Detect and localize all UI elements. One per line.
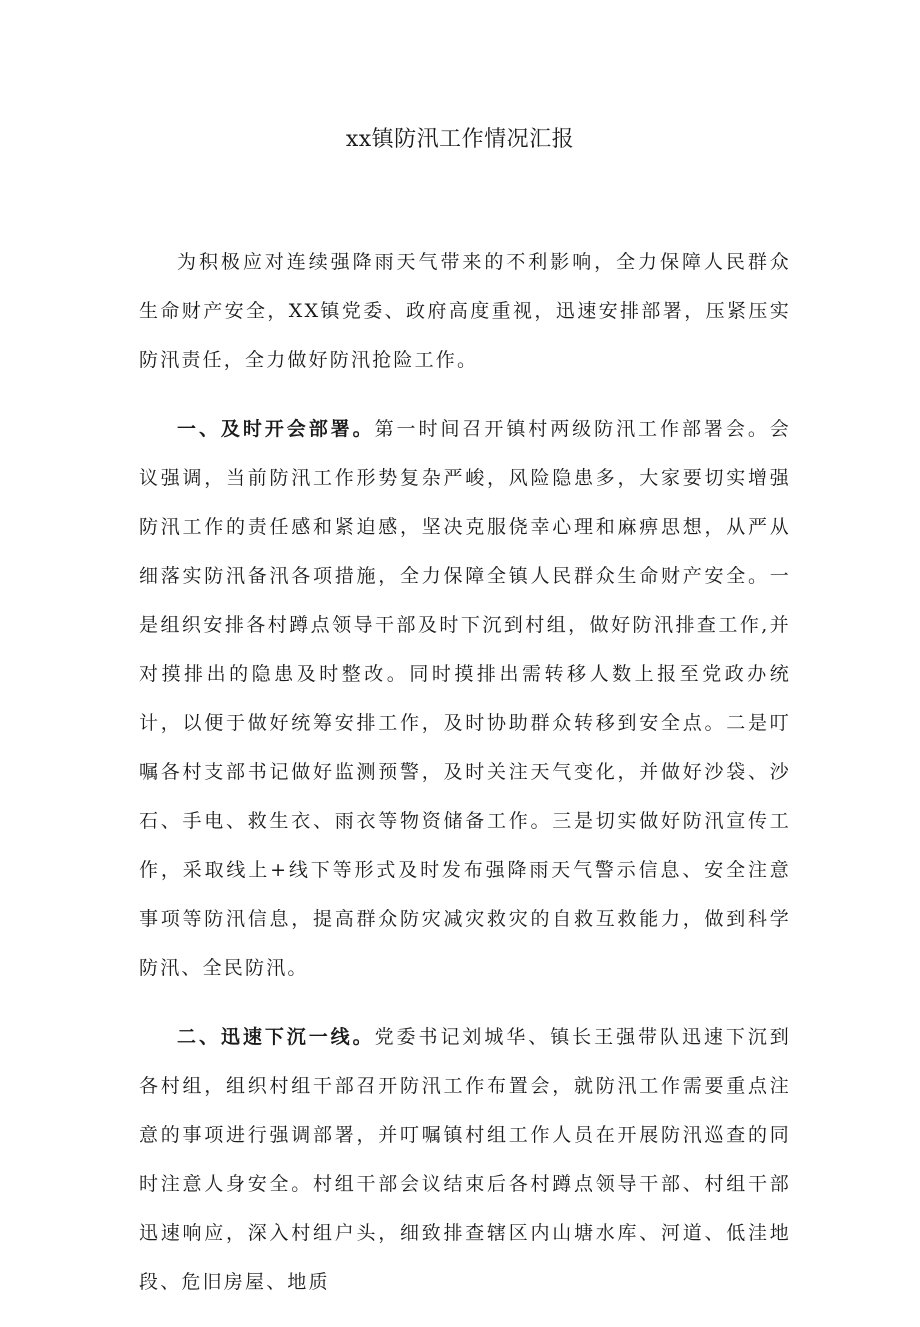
- paragraph-text: 党委书记刘城华、镇长王强带队迅速下沉到各村组，组织村组干部召开防汛工作布置会，就防汛工作需要重点注意的事项进行强调部署，并叮嘱镇村组工作人员在开展防汛巡查的同时注意人身安全。村组干部会议结束后各村蹲点领导干部、村组干部迅速响应，深入村组户头，细致排查辖区内山塘水库、河道、低洼地段、危旧房屋、地质: [139, 1026, 791, 1293]
- paragraph-text: 第一时间召开镇村两级防汛工作部署会。会议强调，当前防汛工作形势复杂严峻，风险隐患多，大家要切实增强防汛工作的责任感和紧迫感，坚决克服侥幸心理和麻痹思想，从严从细落实防汛备汛各项措施，全力保障全镇人民群众生命财产安全。一是组织安排各村蹲点领导干部及时下沉到村组，做好防汛排查工作,并对摸排出的隐患及时整改。同时摸排出需转移人数上报至党政办统计，以便于做好统筹安排工作，及时协助群众转移到安全点。二是叮嘱各村支部书记做好监测预警，及时关注天气变化，并做好沙袋、沙石、手电、救生衣、雨衣等物资储备工作。三是切实做好防汛宣传工作，采取线上+线下等形式及时发布强降雨天气警示信息、安全注意事项等防汛信息，提高群众防灾减灾救灾的自救互救能力，做到科学防汛、全民防汛。: [139, 418, 791, 979]
- paragraph-intro: [139, 238, 791, 385]
- section-heading: 一、及时开会部署。: [177, 418, 375, 440]
- paragraph-text: 为积极应对连续强降雨天气带来的不利影响，全力保障人民群众生命财产安全，XX镇党委、政府高度重视，迅速安排部署，压紧压实防汛责任，全力做好防汛抢险工作。: [139, 251, 791, 371]
- paragraph-section-1: [139, 405, 791, 993]
- section-heading: 二、迅速下沉一线。: [177, 1026, 375, 1048]
- document-title: xx镇防汛工作情况汇报: [345, 127, 575, 152]
- paragraph-section-2: [139, 1013, 791, 1307]
- document-body: [139, 238, 791, 1327]
